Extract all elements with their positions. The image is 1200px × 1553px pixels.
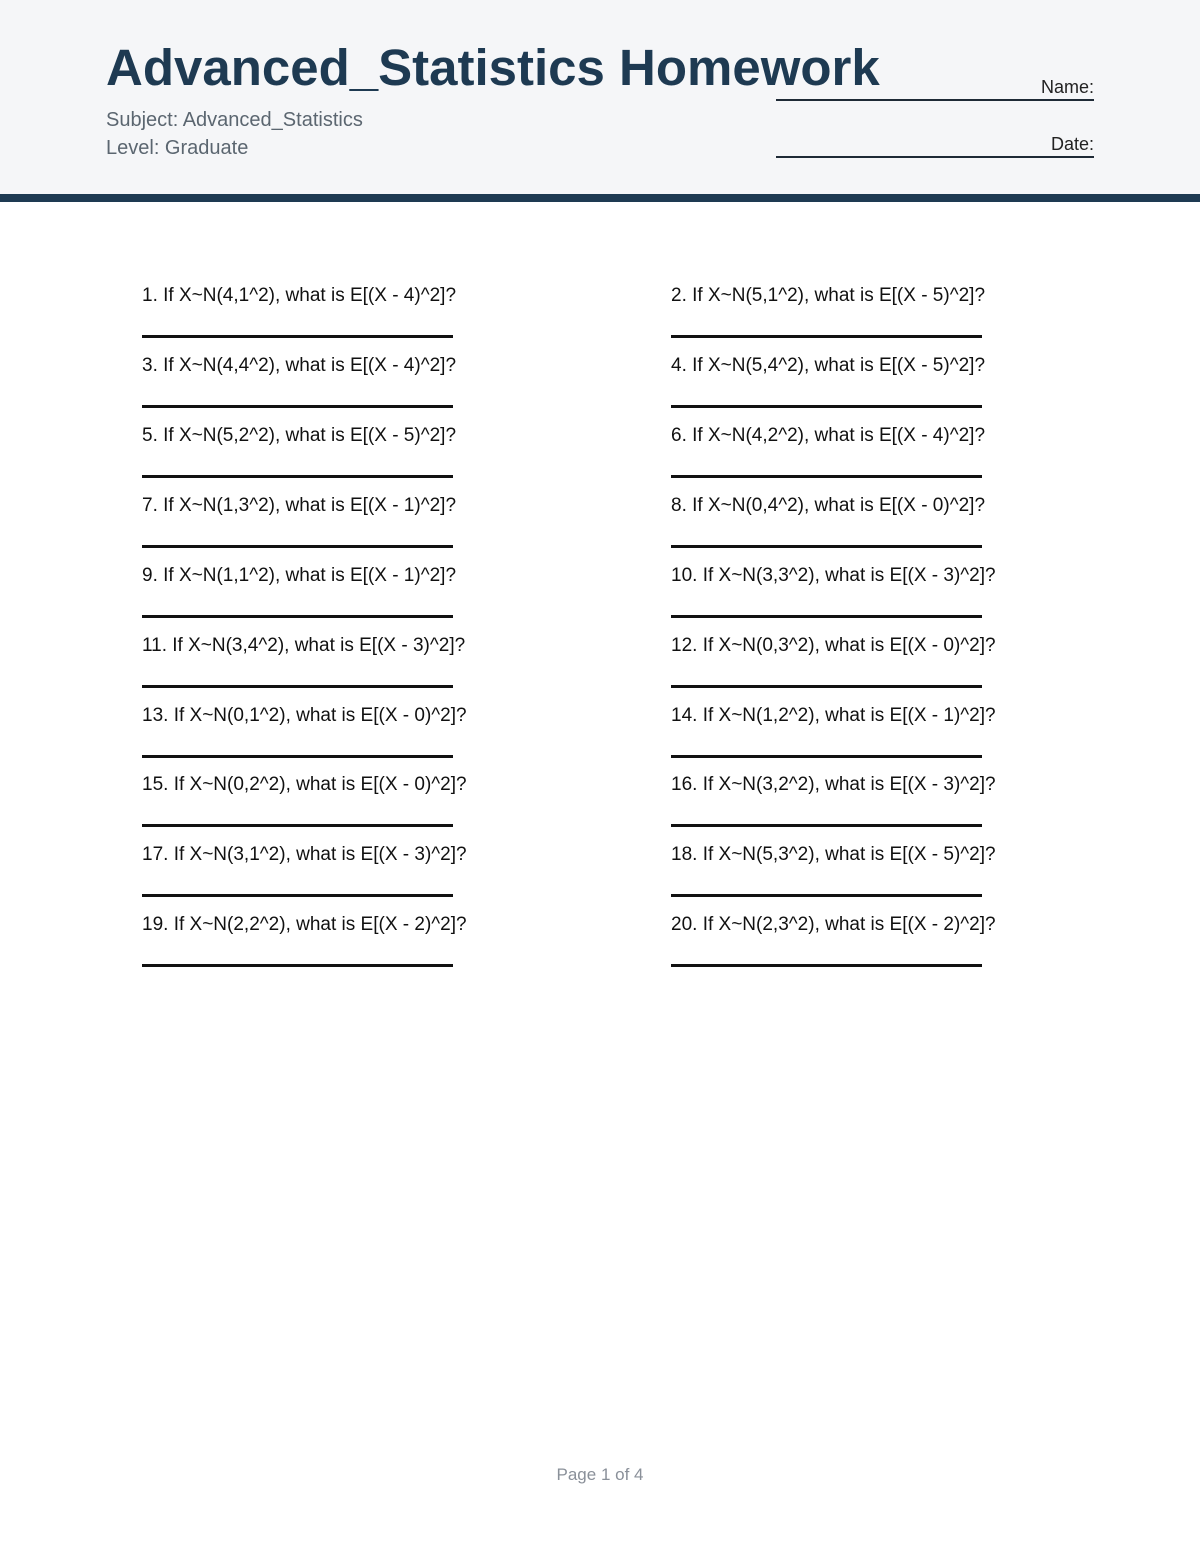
page-title: Advanced_Statistics Homework [106, 39, 880, 96]
answer-line[interactable] [142, 615, 453, 618]
question-item [142, 844, 562, 866]
answer-line[interactable] [671, 615, 982, 618]
answer-line[interactable] [142, 894, 453, 897]
answer-line[interactable] [142, 685, 453, 688]
answer-line[interactable] [671, 685, 982, 688]
question-text: 20. If X~N(2,3^2), what is E[(X - 2)^2]? [671, 914, 996, 935]
question-text: 6. If X~N(4,2^2), what is E[(X - 4)^2]? [671, 425, 986, 446]
date-field[interactable] [776, 128, 1094, 158]
name-label: Name: [1040, 77, 1094, 97]
question-item [142, 565, 562, 587]
answer-line[interactable] [142, 335, 453, 338]
question-item [671, 285, 1091, 307]
question-text: 16. If X~N(3,2^2), what is E[(X - 3)^2]? [671, 774, 996, 795]
question-text: 5. If X~N(5,2^2), what is E[(X - 5)^2]? [142, 425, 457, 446]
answer-line[interactable] [142, 824, 453, 827]
question-text: 17. If X~N(3,1^2), what is E[(X - 3)^2]? [142, 844, 467, 865]
question-item [142, 495, 562, 517]
question-item [671, 635, 1091, 657]
page-number: Page 1 of 4 [556, 1465, 644, 1484]
answer-line[interactable] [671, 755, 982, 758]
question-text: 8. If X~N(0,4^2), what is E[(X - 0)^2]? [671, 495, 986, 516]
question-text: 11. If X~N(3,4^2), what is E[(X - 3)^2]? [142, 635, 466, 656]
level-line: Level: Graduate [106, 137, 249, 159]
question-item [142, 285, 562, 307]
question-text: 3. If X~N(4,4^2), what is E[(X - 4)^2]? [142, 355, 457, 376]
question-item [142, 705, 562, 727]
question-item [142, 774, 562, 796]
question-text: 12. If X~N(0,3^2), what is E[(X - 0)^2]? [671, 635, 996, 656]
answer-line[interactable] [671, 824, 982, 827]
answer-line[interactable] [142, 755, 453, 758]
answer-line[interactable] [671, 405, 982, 408]
question-item [671, 565, 1091, 587]
question-item [142, 635, 562, 657]
question-text: 1. If X~N(4,1^2), what is E[(X - 4)^2]? [142, 285, 457, 306]
question-item [671, 774, 1091, 796]
question-text: 15. If X~N(0,2^2), what is E[(X - 0)^2]? [142, 774, 467, 795]
question-text: 13. If X~N(0,1^2), what is E[(X - 0)^2]? [142, 705, 467, 726]
question-item [142, 355, 562, 377]
question-text: 10. If X~N(3,3^2), what is E[(X - 3)^2]? [671, 565, 996, 586]
answer-line[interactable] [142, 964, 453, 967]
question-item [671, 914, 1091, 936]
name-field[interactable] [776, 71, 1094, 101]
date-label: Date: [1050, 134, 1094, 154]
answer-line[interactable] [671, 545, 982, 548]
answer-line[interactable] [671, 335, 982, 338]
answer-line[interactable] [671, 475, 982, 478]
question-item [671, 844, 1091, 866]
question-item [142, 914, 562, 936]
answer-line[interactable] [671, 894, 982, 897]
question-text: 2. If X~N(5,1^2), what is E[(X - 5)^2]? [671, 285, 986, 306]
question-text: 7. If X~N(1,3^2), what is E[(X - 1)^2]? [142, 495, 457, 516]
question-text: 18. If X~N(5,3^2), what is E[(X - 5)^2]? [671, 844, 996, 865]
answer-line[interactable] [142, 405, 453, 408]
question-text: 9. If X~N(1,1^2), what is E[(X - 1)^2]? [142, 565, 457, 586]
question-text: 14. If X~N(1,2^2), what is E[(X - 1)^2]? [671, 705, 996, 726]
subject-line: Subject: Advanced_Statistics [106, 109, 363, 131]
question-item [671, 425, 1091, 447]
answer-line[interactable] [142, 475, 453, 478]
question-item [671, 355, 1091, 377]
worksheet-header [0, 0, 1200, 202]
question-text: 19. If X~N(2,2^2), what is E[(X - 2)^2]? [142, 914, 467, 935]
question-item [671, 705, 1091, 727]
question-item [671, 495, 1091, 517]
answer-line[interactable] [142, 545, 453, 548]
question-item [142, 425, 562, 447]
answer-line[interactable] [671, 964, 982, 967]
question-text: 4. If X~N(5,4^2), what is E[(X - 5)^2]? [671, 355, 986, 376]
